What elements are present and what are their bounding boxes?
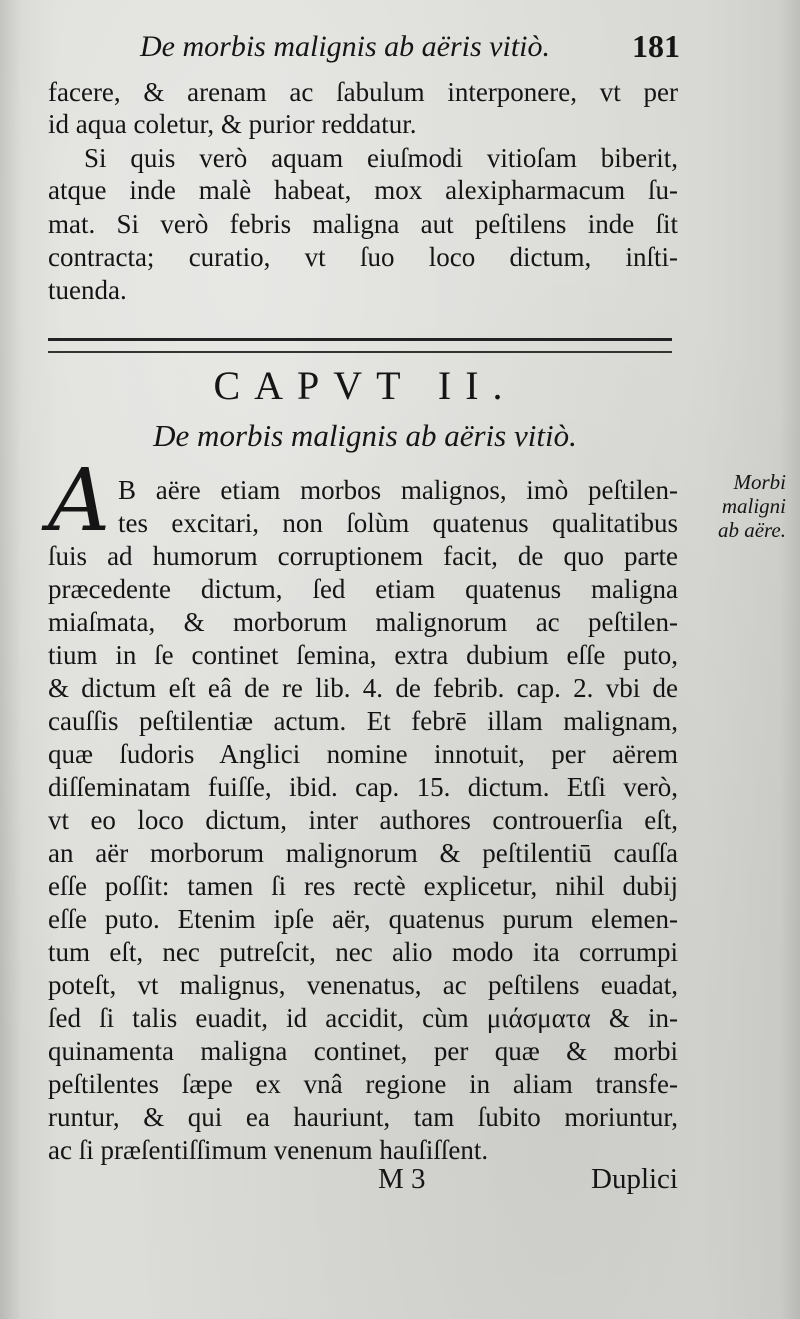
text-line: ac ſi præſentiſſimum venenum hauſiſſent.	[48, 1135, 489, 1165]
text-line: contracta; curatio, vt ſuo loco dictum, inſti-	[48, 242, 678, 272]
text-line: tuenda.	[48, 275, 127, 305]
text-line: ſuis ad humorum corruptionem facit, de quo parte	[48, 541, 678, 571]
text-line: & dictum eſt eâ de re lib. 4. de febrib. cap. 2. vbi de	[48, 673, 678, 703]
text-line: tium in ſe continet ſemina, extra dubium eſſe puto,	[48, 640, 678, 670]
drop-cap: A	[48, 451, 111, 551]
chapter-subtitle: De morbis malignis ab aëris vitiò.	[153, 418, 577, 453]
text-line: vt eo loco dictum, inter authores controuerſia eſt,	[48, 805, 678, 835]
text-line: an aër morborum malignorum & peſtilentiū cauſſa	[48, 838, 678, 868]
ornamental-rule	[48, 338, 672, 353]
text-line: ſed ſi talis euadit, id accidit, cùm μιάσματα & in-	[48, 1003, 678, 1033]
margin-note-line: Morbi	[733, 470, 786, 494]
text-line: atque inde malè habeat, mox alexipharmacum ſu-	[48, 175, 678, 205]
text-line: diſſeminatam fuiſſe, ibid. cap. 15. dictum. Etſi verò,	[48, 772, 678, 802]
page-footer	[48, 1163, 678, 1203]
text-line: mat. Si verò febris maligna aut peſtilens inde ſit	[48, 209, 678, 239]
text-line: præcedente dictum, ſed etiam quatenus maligna	[48, 574, 678, 604]
text-line: runtur, & qui ea hauriunt, tam ſubito moriuntur,	[48, 1102, 678, 1132]
text-line: id aqua coletur, & purior reddatur.	[48, 109, 417, 139]
text-line: eſſe poſſit: tamen ſi res rectè explicetur, nihil dubij	[48, 871, 678, 901]
text-line: eſſe puto. Etenim ipſe aër, quatenus purum elemen-	[48, 904, 678, 934]
text-line: cauſſis peſtilentiæ actum. Et febrē illam malignam,	[48, 706, 678, 736]
text-line: tum eſt, nec putreſcit, nec alio modo ita corrumpi	[48, 937, 678, 967]
text-line: quæ ſudoris Anglici nomine innotuit, per aërem	[48, 739, 678, 769]
text-line: tes excitari, non ſolùm quatenus qualitatibus	[118, 508, 678, 538]
chapter-heading: CAPVT II.	[213, 363, 517, 408]
margin-note-line: ab aëre.	[717, 518, 786, 542]
text-line: peſtilentes ſæpe ex vnâ regione in aliam transfe-	[48, 1069, 678, 1099]
text-line: Si quis verò aquam eiuſmodi vitioſam biberit,	[84, 143, 678, 173]
text-line: quinamenta maligna continet, per quæ & morbi	[48, 1036, 678, 1066]
text-line: facere, & arenam ac ſabulum interponere, vt per	[48, 77, 678, 107]
text-line: poteſt, vt malignus, venenatus, ac peſtilens euadat,	[48, 970, 678, 1000]
margin-note	[686, 470, 786, 542]
running-header	[140, 30, 680, 70]
page-number: 181	[632, 28, 680, 64]
signature-mark: M 3	[378, 1163, 426, 1195]
text-line: B aëre etiam morbos malignos, imò peſtilen-	[118, 475, 678, 505]
margin-note-line: maligni	[721, 494, 786, 518]
running-title: De morbis malignis ab aëris vitiò.	[140, 30, 550, 63]
catchword: Duplici	[591, 1163, 678, 1195]
text-line: miaſmata, & morborum malignorum ac peſtilen-	[48, 607, 678, 637]
